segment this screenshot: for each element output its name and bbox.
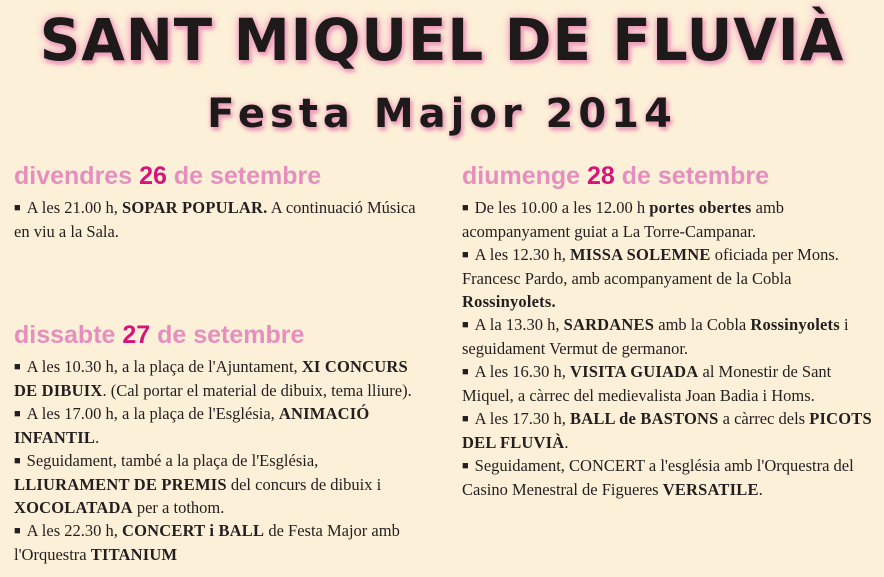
schedule-item	[14, 196, 424, 243]
schedule-item	[14, 402, 424, 449]
bullet-icon: ■	[14, 408, 21, 420]
schedule-list-sunday	[462, 196, 872, 501]
item-text: A la 13.30 h,	[474, 315, 564, 334]
bullet-icon: ■	[462, 413, 469, 425]
item-text: amb acompanyament guiat a La Torre-Campanar.	[462, 198, 785, 241]
schedule-item	[462, 360, 872, 407]
schedule-item	[14, 519, 424, 566]
day-name: divendres	[14, 162, 140, 190]
item-text: A les 22.30 h,	[26, 521, 122, 540]
bullet-icon: ■	[14, 361, 21, 373]
schedule-list-saturday	[14, 355, 424, 566]
item-text: A continuació Música en viu a la Sala.	[14, 198, 416, 241]
day-heading-friday	[14, 160, 424, 192]
item-text: de Festa Major amb l'Orquestra	[14, 521, 400, 564]
item-highlight: Rossinyolets	[750, 315, 840, 334]
item-highlight: LLIURAMENT DE PREMIS	[14, 475, 227, 494]
item-highlight: SOPAR POPULAR.	[122, 198, 268, 217]
item-text: per a tothom.	[132, 498, 225, 517]
schedule-item	[462, 243, 872, 313]
item-text: del concurs de dibuix i	[226, 475, 382, 494]
bullet-icon: ■	[462, 319, 469, 331]
schedule-item	[462, 454, 872, 501]
item-text: . (Cal portar el material de dibuix, tema lliure).	[102, 381, 412, 400]
item-highlight: ANIMACIÓ INFANTIL	[14, 404, 370, 447]
bullet-icon: ■	[14, 525, 21, 537]
day-month: de setembre	[614, 162, 770, 190]
item-highlight: portes obertes	[649, 198, 752, 217]
item-highlight: XI CONCURS DE DIBUIX	[14, 357, 408, 400]
item-highlight: TITANIUM	[90, 545, 178, 564]
item-text: De les 10.00 a les 12.00 h	[474, 198, 650, 217]
item-text: A les 17.00 h, a la plaça de l'Església,	[26, 404, 279, 423]
poster-title: SANT MIQUEL DE FLUVIÀ	[39, 6, 845, 74]
day-heading-sunday	[462, 160, 872, 192]
item-highlight: SARDANES	[563, 315, 655, 334]
day-number: 26	[139, 162, 167, 190]
item-text: i seguidament Vermut de germanor.	[462, 315, 849, 358]
item-text: amb la Cobla	[654, 315, 751, 334]
item-text: A les 10.30 h, a la plaça de l'Ajuntament,	[26, 357, 302, 376]
day-name: diumenge	[462, 162, 588, 190]
item-text: .	[95, 428, 100, 447]
item-text: Seguidament, CONCERT a l'església amb l'Orquestra del Casino Menestral de Figueres	[462, 456, 854, 499]
item-text: al Monestir de Sant Miquel, a càrrec del medievalista Joan Badia i Homs.	[462, 362, 832, 405]
bullet-icon: ■	[462, 249, 469, 261]
item-text: .	[758, 480, 763, 499]
item-highlight: MISSA SOLEMNE	[570, 245, 711, 264]
schedule-item	[462, 407, 872, 454]
bullet-icon: ■	[14, 455, 21, 467]
bullet-icon: ■	[462, 460, 469, 472]
item-text: A les 21.00 h,	[26, 198, 122, 217]
day-heading-saturday	[14, 319, 424, 351]
schedule-item	[14, 449, 424, 519]
item-text: A les 16.30 h,	[474, 362, 570, 381]
day-number: 27	[122, 321, 151, 349]
item-highlight: BALL de BASTONS	[570, 409, 719, 428]
day-month: de setembre	[166, 162, 322, 190]
schedule-item	[462, 313, 872, 360]
bullet-icon: ■	[462, 202, 469, 214]
day-number: 28	[587, 162, 615, 190]
bullet-icon: ■	[462, 366, 469, 378]
item-text: .	[564, 433, 569, 452]
item-highlight: PICOTS DEL FLUVIÀ	[462, 409, 872, 452]
item-highlight: VISITA GUIADA	[570, 362, 699, 381]
item-text: a càrrec dels	[718, 409, 810, 428]
day-month: de setembre	[150, 321, 305, 349]
poster-subtitle: Festa Major 2014	[207, 91, 677, 137]
item-highlight: CONCERT i BALL	[122, 521, 265, 540]
item-text: oficiada per Mons. Francesc Pardo, amb acompanyament de la Cobla	[462, 245, 839, 288]
schedule-list-friday	[14, 196, 424, 243]
item-text: Seguidament, també a la plaça de l'Església,	[26, 451, 319, 470]
left-column	[14, 160, 424, 566]
schedule-item	[462, 196, 872, 243]
item-highlight: Rossinyolets.	[462, 292, 556, 311]
item-text: A les 12.30 h,	[474, 245, 570, 264]
item-highlight: VERSATILE	[662, 480, 759, 499]
item-highlight: XOCOLATADA	[14, 498, 133, 517]
bullet-icon: ■	[14, 202, 21, 214]
day-name: dissabte	[14, 321, 123, 349]
right-column	[462, 160, 872, 501]
schedule-item	[14, 355, 424, 402]
item-text: A les 17.30 h,	[474, 409, 570, 428]
